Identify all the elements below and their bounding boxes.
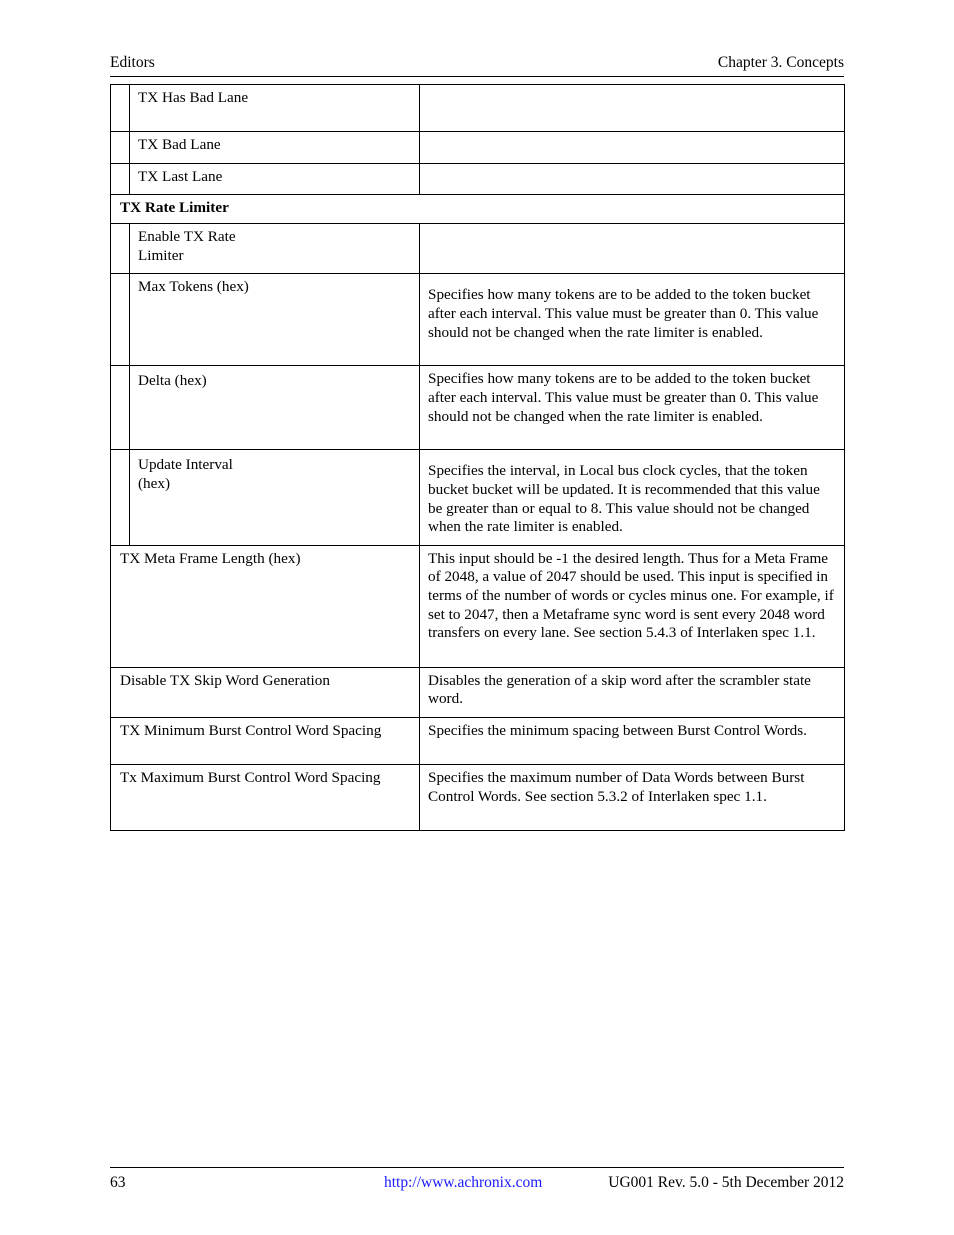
- parameter-description: Disables the generation of a skip word after the scrambler state word.: [420, 667, 845, 717]
- parameter-name: Update Interval (hex): [138, 456, 233, 492]
- parameter-description: [420, 85, 845, 132]
- parameter-name-cell: [130, 163, 420, 195]
- parameter-description: [420, 132, 845, 164]
- parameter-name-cell: [130, 85, 420, 132]
- indent-cell: [111, 224, 130, 274]
- indent-cell: [111, 366, 130, 450]
- parameter-name: TX Meta Frame Length (hex): [111, 545, 420, 667]
- parameter-name-cell: [130, 450, 420, 545]
- table-row: [111, 545, 845, 667]
- table-row: [111, 163, 845, 195]
- parameter-name-cell: [130, 224, 420, 274]
- parameter-name: Delta (hex): [138, 372, 207, 390]
- indent-cell: [111, 450, 130, 545]
- page-header: [110, 54, 844, 77]
- parameter-name: Disable TX Skip Word Generation: [111, 667, 420, 717]
- parameter-description: Specifies how many tokens are to be added to the token bucket after each interval. This value must be greater than 0. This value should not be changed when the rate limiter is enabled.: [420, 274, 845, 366]
- parameter-name: TX Minimum Burst Control Word Spacing: [111, 717, 420, 764]
- parameter-table: [110, 84, 845, 831]
- parameter-description: This input should be -1 the desired length. Thus for a Meta Frame of 2048, a value of 2047 should be used. This input is specified in terms of the number of words or cycles minus one. For example, if set to 2047, then a Metaframe sync word is sent every 2048 word transfers on every lane. See section 5.4.3 of Interlaken spec 1.1.: [420, 545, 845, 667]
- table-row: [111, 366, 845, 450]
- table-row: [111, 224, 845, 274]
- parameter-description: [420, 163, 845, 195]
- parameter-name: Max Tokens (hex): [138, 278, 249, 296]
- table-row: [111, 717, 845, 764]
- parameter-name-cell: [130, 132, 420, 164]
- parameter-name-cell: [130, 274, 420, 366]
- parameter-name: TX Bad Lane: [138, 136, 221, 153]
- parameter-description: [420, 224, 845, 274]
- indent-cell: [111, 132, 130, 164]
- table-row: [111, 85, 845, 132]
- parameter-name: TX Last Lane: [138, 167, 223, 185]
- indent-cell: [111, 163, 130, 195]
- header-section-title: Editors: [110, 54, 155, 71]
- section-heading: TX Rate Limiter: [111, 195, 845, 224]
- table-row: [111, 450, 845, 545]
- parameter-description: Specifies the interval, in Local bus clock cycles, that the token bucket bucket will be updated. It is recommended that this value be greater than or equal to 8. This value should not be changed when the rate limiter is enabled.: [420, 450, 845, 545]
- parameter-name: Tx Maximum Burst Control Word Spacing: [111, 764, 420, 830]
- parameter-description: Specifies how many tokens are to be added to the token bucket after each interval. This value must be greater than 0. This value should not be changed when the rate limiter is enabled.: [420, 366, 845, 450]
- page-footer: [110, 1167, 844, 1194]
- indent-cell: [111, 85, 130, 132]
- section-row: [111, 195, 845, 224]
- document-revision: UG001 Rev. 5.0 - 5th December 2012: [608, 1174, 844, 1191]
- parameter-description: Specifies the maximum number of Data Words between Burst Control Words. See section 5.3.2 of Interlaken spec 1.1.: [420, 764, 845, 830]
- website-link[interactable]: http://www.achronix.com: [384, 1174, 543, 1191]
- indent-cell: [111, 274, 130, 366]
- table-row: [111, 764, 845, 830]
- table-row: [111, 667, 845, 717]
- parameter-name: Enable TX Rate Limiter: [138, 228, 236, 264]
- header-chapter-title: Chapter 3. Concepts: [717, 54, 844, 71]
- parameter-name: TX Has Bad Lane: [138, 89, 249, 106]
- parameter-name-cell: [130, 366, 420, 450]
- parameter-description: Specifies the minimum spacing between Burst Control Words.: [420, 717, 845, 764]
- table-row: [111, 132, 845, 164]
- page-number: 63: [110, 1174, 126, 1191]
- table-row: [111, 274, 845, 366]
